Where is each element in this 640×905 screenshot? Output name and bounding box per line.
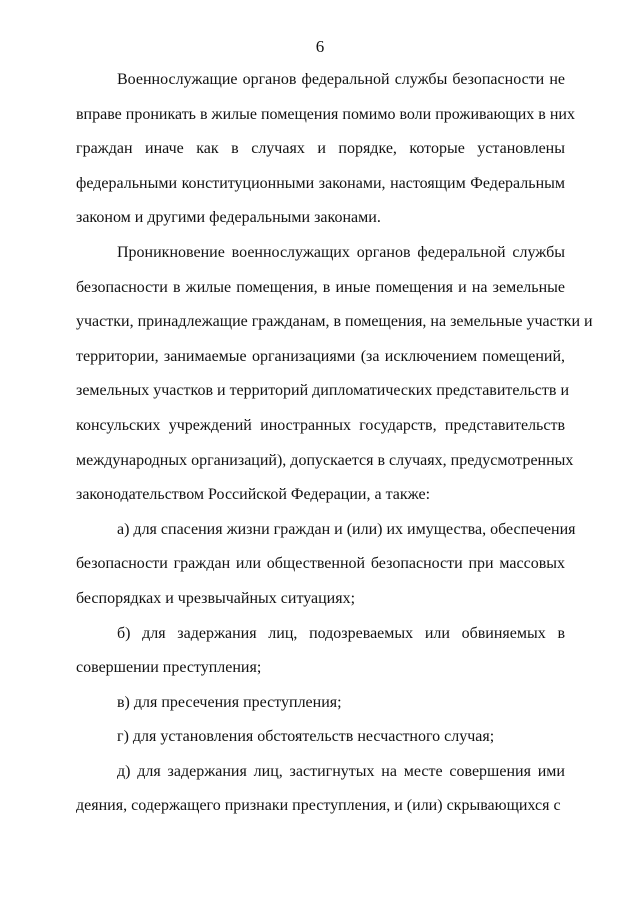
text-line: совершении преступления; bbox=[76, 659, 262, 677]
text-line: земельных участков и территорий дипломатических представительств и bbox=[76, 382, 569, 400]
paragraph bbox=[76, 520, 576, 625]
text-line: в) для пресечения преступления; bbox=[117, 693, 342, 711]
text-line: законодательством Российской Федерации, а также: bbox=[76, 486, 431, 504]
text-line: г) для установления обстоятельств несчастного случая; bbox=[117, 728, 495, 746]
paragraph bbox=[76, 625, 565, 694]
text-line: вправе проникать в жилые помещения помимо воли проживающих в них bbox=[76, 105, 575, 123]
text-line: Военнослужащие органов федеральной службы безопасности не bbox=[117, 71, 565, 88]
text-line: беспорядках и чрезвычайных ситуациях; bbox=[76, 589, 356, 607]
text-line: безопасности в жилые помещения, в иные помещения и на земельные bbox=[76, 278, 565, 296]
paragraph bbox=[76, 71, 575, 244]
text-line: деяния, содержащего признаки преступления, и (или) скрывающихся с bbox=[76, 797, 561, 815]
paragraph bbox=[76, 763, 565, 832]
text-line: участки, принадлежащие гражданам, в помещения, на земельные участки и bbox=[76, 313, 593, 331]
text-line: д) для задержания лиц, застигнутых на месте совершения ими bbox=[117, 762, 565, 780]
paragraph bbox=[76, 728, 565, 763]
text-line: Проникновение военнослужащих органов федеральной службы bbox=[117, 243, 565, 261]
text-line: международных организаций), допускается в случаях, предусмотренных bbox=[76, 451, 574, 469]
page-number: 6 bbox=[315, 37, 325, 56]
text-line: а) для спасения жизни граждан и (или) их имущества, обеспечения bbox=[117, 520, 576, 538]
text-line: законом и другими федеральными законами. bbox=[76, 209, 381, 227]
text-line: консульских учреждений иностранных государств, представительств bbox=[76, 416, 565, 434]
document-body bbox=[76, 71, 593, 832]
text-line: федеральными конституционными законами, настоящим Федеральным bbox=[76, 174, 565, 192]
paragraph bbox=[76, 243, 593, 521]
text-line: б) для задержания лиц, подозреваемых или обвиняемых в bbox=[117, 624, 565, 642]
paragraph bbox=[76, 694, 565, 729]
text-line: территории, занимаемые организациями (за исключением помещений, bbox=[76, 347, 565, 365]
text-line: безопасности граждан или общественной безопасности при массовых bbox=[76, 555, 565, 573]
text-line: граждан иначе как в случаях и порядке, которые установлены bbox=[76, 140, 565, 158]
